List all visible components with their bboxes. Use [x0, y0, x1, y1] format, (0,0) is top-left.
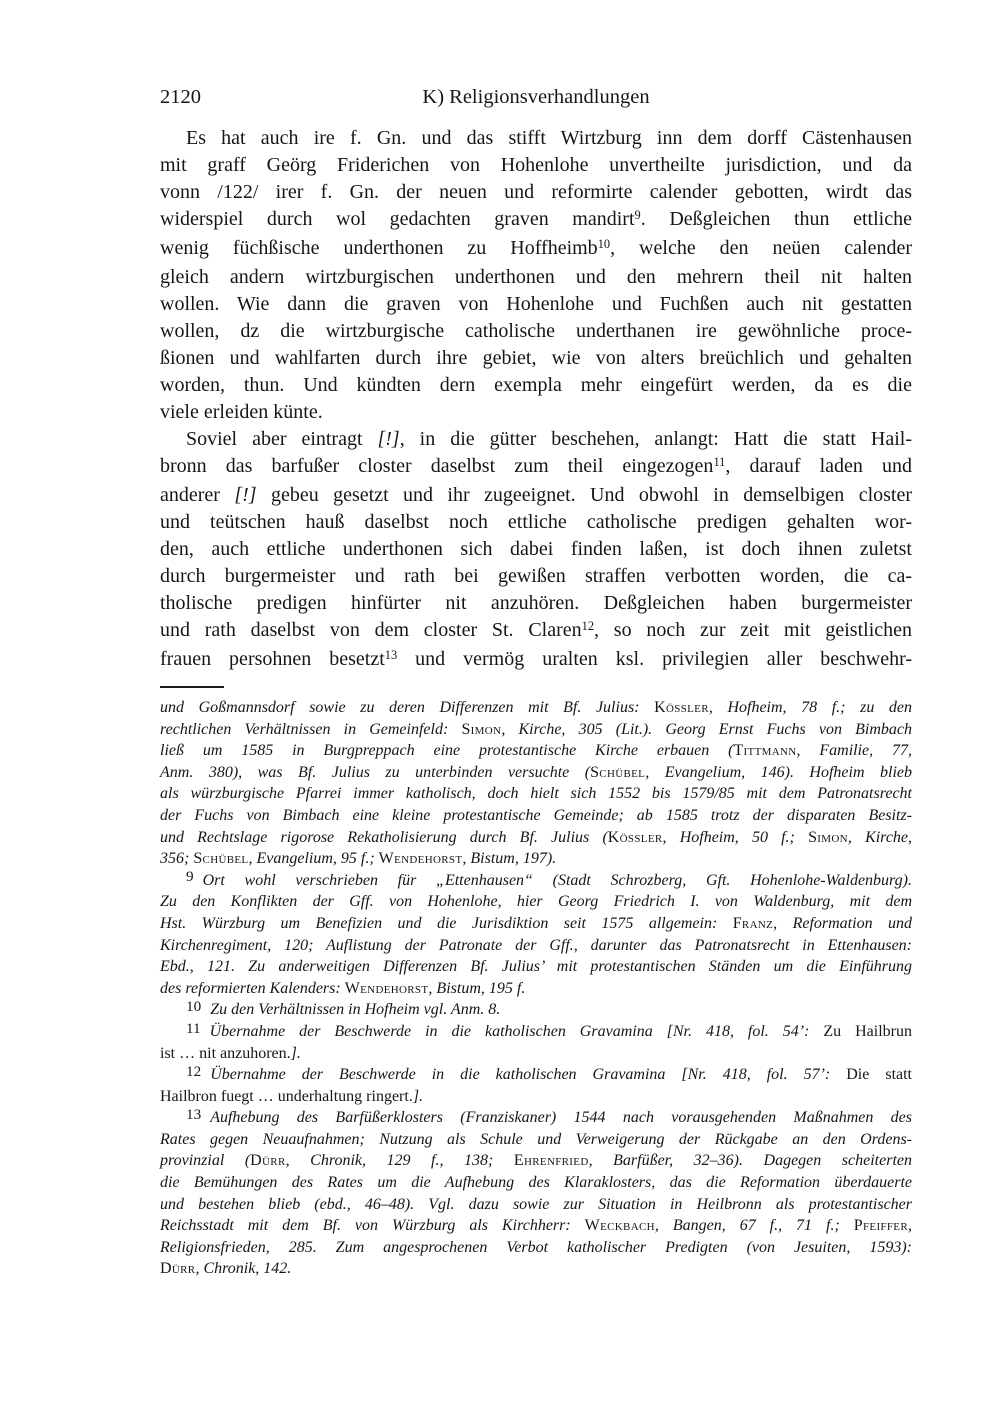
text-line	[160, 1107, 912, 1129]
text-segment: , Chronik, 129 f., 138;	[285, 1152, 514, 1170]
text-segment: Aufhebung des Barfüßerklosters (Franziskaner) 1544 nach vorausgehenden Maßnahmen des	[210, 1109, 912, 1127]
text-segment: Hst. Würzburg um Benefizien und die Jurisdiktion seit 1575 allgemein:	[160, 914, 733, 932]
text-line	[160, 646, 912, 675]
text-segment: Hailbron fuegt … underhaltung ringert.	[160, 1087, 413, 1105]
text-segment: ,	[908, 1217, 912, 1235]
text-segment: , Kirche, 305 (Lit.). Georg Ernst Fuchs von Bimbach	[501, 720, 913, 738]
text-line	[160, 453, 912, 482]
text-segment: Religionsfrieden, 285. Zum angesprochenen Verbot katholischer Predigten (von Jesuiten, 1593):	[160, 1238, 912, 1256]
footnotes-block	[160, 697, 912, 1280]
text-line	[160, 152, 912, 179]
text-segment: ließ um 1585 in Burgpreppach eine protestantische Kirche erbauen (	[160, 742, 734, 760]
text-line	[160, 1194, 912, 1216]
text-line	[160, 1258, 912, 1280]
text-segment: , Bangen, 67 f., 71 f.;	[654, 1217, 854, 1235]
text-line	[160, 235, 912, 264]
text-line	[160, 563, 912, 590]
text-segment: tholische predigen hinfürter nit anzuhören. Deßgleichen haben burgermeister	[160, 592, 912, 614]
text-segment: wenig füchßische underthonen zu Hoffheimb	[160, 237, 598, 259]
text-line	[160, 935, 912, 957]
text-segment: 356;	[160, 850, 194, 868]
text-segment: Franz	[732, 914, 774, 932]
text-segment: Dürr	[250, 1152, 286, 1170]
text-segment: Dürr	[160, 1260, 196, 1278]
text-segment: Ort wohl verschrieben für „Ettenhausen“ (Stadt Schrozberg, Gft. Hohenlohe-Waldenburg).	[202, 871, 912, 889]
text-line	[160, 827, 912, 849]
text-line	[160, 291, 912, 318]
text-segment: Zu Hailbrun	[823, 1022, 912, 1040]
footnote-continuation	[160, 697, 912, 870]
text-segment: Übernahme der Beschwerde in die katholischen Gravamina [Nr. 418, fol. 57’:	[210, 1066, 847, 1084]
text-line	[160, 1215, 912, 1237]
text-line	[160, 264, 912, 291]
text-line	[160, 590, 912, 617]
text-line	[160, 179, 912, 206]
footnote-number: 10	[186, 997, 202, 1015]
text-line	[160, 426, 912, 453]
text-segment: Übernahme der Beschwerde in die katholischen Gravamina [Nr. 418, fol. 54’:	[209, 1022, 824, 1040]
text-line	[160, 783, 912, 805]
text-line	[160, 848, 912, 870]
text-segment: Kirchenregiment, 120; Auflistung der Patronate der Gff., darunter das Patronatsrecht in Ettenhausen:	[160, 936, 912, 954]
text-line	[160, 805, 912, 827]
text-line	[160, 978, 912, 1000]
text-segment: , Hofheim, 50 f.;	[662, 828, 809, 846]
text-segment: , Barfüßer, 32–36). Dagegen scheiterten	[588, 1152, 912, 1170]
text-segment: , so noch zur zeit mit geistlichen	[594, 619, 913, 641]
text-segment: , Evangelium, 146). Hofheim blieb	[645, 763, 913, 781]
text-segment: provinzial (	[160, 1152, 251, 1170]
text-segment: Ebd., 121. Zu anderweitigen Differenzen Bf. Julius’ mit protestantischen Ständen um die Einführung	[160, 958, 912, 976]
text-segment: , Hofheim, 78 f.; zu den	[708, 699, 913, 716]
text-line	[160, 913, 912, 935]
text-segment: Kössler	[607, 828, 663, 846]
text-segment: widerspiel durch wol gedachten graven mandirt	[160, 208, 635, 230]
footnote-number: 10	[597, 236, 611, 251]
footnote-number: 11	[713, 454, 726, 469]
text-line	[160, 206, 912, 235]
text-segment: als würzburgische Pfarrei immer katholisch, doch hielt sich 1552 bis 1579/85 mit dem Patronatsrecht	[160, 785, 912, 803]
text-segment: Rates gegen Neuaufnahmen; Nutzung als Schule und Verweigerung der Rückgabe an den Ordens-	[160, 1130, 912, 1148]
text-segment: , Bistum, 195 f.	[428, 979, 526, 997]
text-line	[160, 318, 912, 345]
text-line	[160, 762, 912, 784]
text-segment: worden, thun. Und kündten dern exempla mehr eingefürt werden, da es die	[160, 374, 912, 396]
text-line	[160, 1064, 912, 1086]
text-segment: Die statt	[846, 1066, 913, 1084]
footnote-10	[160, 999, 912, 1021]
text-segment: , Evangelium, 95 f.;	[248, 850, 379, 868]
text-line	[160, 740, 912, 762]
text-line	[160, 870, 912, 892]
text-segment: Anm. 380), was Bf. Julius zu unterbinden versuchte (	[160, 763, 591, 781]
text-line	[160, 372, 912, 399]
text-segment: , welche den neüen calender	[610, 237, 912, 259]
text-segment: der Fuchs von Bimbach eine kleine protestantische Gemeinde; ab 1585 trotz der disparaten Besitz-	[160, 806, 912, 824]
text-segment: mit graff Geörg Friderichen von Hohenlohe unvertheilte jurisdiction, und da	[160, 154, 912, 176]
text-segment: vonn /122/ irer f. Gn. der neuen und reformirte calender gebotten, wirdt das	[160, 181, 912, 203]
text-segment: Zu den Verhältnissen in Hofheim vgl. Anm. 8.	[210, 1001, 501, 1019]
text-line	[160, 1021, 912, 1043]
text-segment: und Rechtslage rigorose Rekatholisierung durch Bf. Julius (	[160, 828, 608, 846]
text-segment: Kössler	[654, 699, 709, 716]
text-segment: gebeu gesetzt und ihr zugeeignet. Und obwohl in demselbigen closter	[256, 484, 912, 506]
text-line	[160, 1150, 912, 1172]
text-segment: und bestehen blieb (ebd., 46–48). Vgl. dazu sowie zur Situation in Heilbronn als protestantischer	[160, 1195, 912, 1213]
text-segment: Simon	[808, 828, 848, 846]
text-line	[160, 891, 912, 913]
text-segment: wollen. Wie dann die graven von Hohenlohe und Fuchßen auch nit gestatten	[160, 293, 912, 315]
footnote-12	[160, 1064, 912, 1107]
text-line	[160, 536, 912, 563]
text-segment: Pfeiffer	[853, 1217, 908, 1235]
footnote-number: 12	[186, 1062, 202, 1080]
page-number: 2120	[160, 86, 201, 108]
text-segment: frauen persohnen besetzt	[160, 648, 385, 670]
footnote-13	[160, 1107, 912, 1280]
text-segment: Wendehorst	[378, 850, 463, 868]
text-segment: die Bemühungen des Rates um die Aufhebung des Klaraklosters, das die Reformation überdauerte	[160, 1174, 912, 1192]
text-segment: . Deßgleichen thun ettliche	[640, 208, 912, 230]
text-line	[160, 125, 912, 152]
text-line	[160, 719, 912, 741]
text-segment: ist … nit anzuhoren.	[160, 1044, 291, 1062]
text-line	[160, 1043, 912, 1065]
text-segment: und teütschen hauß daselbst noch ettliche catholische predigen gehalten wor-	[160, 511, 912, 533]
page-header	[160, 84, 912, 110]
text-line	[160, 617, 912, 646]
text-segment: und rath daselbst von dem closter St. Claren	[160, 619, 582, 641]
text-segment: des reformierten Kalenders:	[160, 979, 345, 997]
text-segment: den, auch ettliche underthonen sich dabei finden laßen, ist doch ihnen zuletst	[160, 538, 912, 560]
text-segment: Schübel	[193, 850, 249, 868]
text-line	[160, 999, 912, 1021]
text-segment: gleich andern wirtzburgischen underthonen und den mehrern theil nit halten	[160, 266, 912, 288]
text-line	[160, 482, 912, 509]
text-line	[160, 509, 912, 536]
text-line	[160, 697, 912, 719]
text-segment: bronn das barfußer closter daselbst zum theil eingezogen	[160, 455, 714, 477]
text-segment: , Chronik, 142.	[195, 1260, 292, 1278]
text-segment: Zu den Konflikten der Gff. von Hohenlohe, hier Georg Friedrich I. von Waldenburg, mit dem	[160, 893, 912, 911]
text-segment: , in die gütter beschehen, anlangt: Hatt die statt Hail-	[399, 428, 912, 450]
text-segment: Weckbach	[584, 1217, 655, 1235]
text-segment: Wendehorst	[344, 979, 429, 997]
text-line	[160, 345, 912, 372]
footnote-number: 13	[384, 647, 398, 662]
text-segment: , Kirche,	[847, 828, 913, 846]
text-segment: Tittmann	[733, 742, 797, 760]
text-segment: Simon	[461, 720, 502, 738]
text-segment: rechtlichen Verhältnissen in Gemeinfeld:	[160, 720, 462, 738]
footnote-11	[160, 1021, 912, 1064]
paragraph-1	[160, 125, 912, 426]
running-head: K) Religionsverhandlungen	[422, 86, 650, 108]
text-segment: ßionen und wahlfarten durch ihre gebiet, wie von alters breüchlich und gehalten	[160, 347, 912, 369]
text-segment: und Goßmannsdorf sowie zu deren Differenzen mit Bf. Julius:	[160, 699, 655, 716]
paragraph-2	[160, 426, 912, 675]
text-segment: ].	[412, 1087, 424, 1105]
text-segment: Ehrenfried	[513, 1152, 589, 1170]
footnote-separator	[160, 686, 224, 688]
text-segment: , Bistum, 197).	[462, 850, 557, 868]
text-line	[160, 1237, 912, 1259]
text-block	[160, 84, 912, 1280]
main-text	[160, 125, 912, 675]
text-segment: Soviel aber eintragt	[186, 428, 378, 450]
text-segment: , Familie, 77,	[796, 742, 913, 760]
text-line	[160, 1129, 912, 1151]
text-segment: durch burgermeister und rath bei gewißen straffen verbotten worden, die ca-	[160, 565, 912, 587]
text-line	[160, 1172, 912, 1194]
text-line	[160, 956, 912, 978]
footnote-9	[160, 870, 912, 1000]
text-segment: ].	[290, 1044, 301, 1062]
text-segment: Es hat auch ire f. Gn. und das stifft Wirtzburg inn dem dorff Cästenhausen	[186, 127, 912, 149]
footnote-number: 9	[634, 207, 641, 222]
text-segment: Reichsstadt mit dem Bf. von Würzburg als Kirchherr:	[160, 1217, 585, 1235]
text-segment: und vermög uralten ksl. privilegien aller beschwehr-	[397, 648, 912, 670]
footnote-number: 9	[186, 868, 194, 886]
footnote-number: 11	[186, 1019, 201, 1037]
text-segment: [!]	[234, 484, 257, 506]
footnote-number: 13	[186, 1105, 202, 1123]
text-segment: Schübel	[590, 763, 646, 781]
text-line	[160, 399, 912, 426]
text-segment: , Reformation und	[773, 914, 912, 932]
text-segment: wollen, dz die wirtzburgische catholische underthanen ire gewöhnliche proce-	[160, 320, 912, 342]
text-segment: , darauf laden und	[725, 455, 913, 477]
text-segment: anderer	[160, 484, 235, 506]
footnote-number: 12	[581, 618, 595, 633]
text-segment: viele erleiden künte.	[160, 401, 323, 423]
text-segment: [!]	[377, 428, 400, 450]
text-line	[160, 1086, 912, 1108]
